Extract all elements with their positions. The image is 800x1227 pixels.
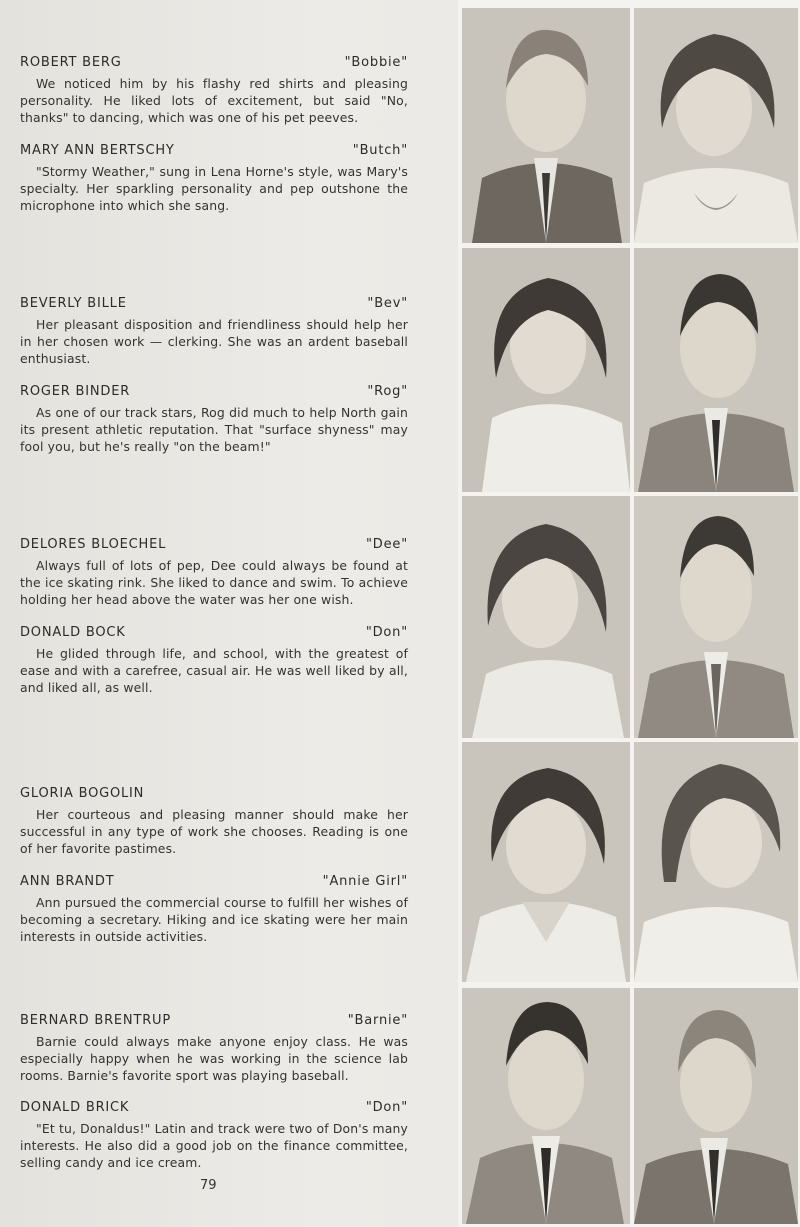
student-description: We noticed him by his flashy red shirts and pleasing personality. He liked lots of excitement, but said "No, thanks" to dancing, which was one of his pet peeves.: [20, 76, 408, 125]
student-entry: [20, 786, 408, 857]
student-nickname: "Annie Girl": [322, 874, 408, 889]
text-column: [20, 0, 408, 1227]
student-entry: [20, 625, 408, 696]
student-nickname: "Rog": [367, 384, 408, 399]
portrait-photo-bernard-brentrup: [462, 988, 630, 1224]
entry-header: [20, 625, 408, 640]
portrait-photo-roger-binder: [634, 248, 798, 492]
entry-header: [20, 1100, 408, 1115]
male-portrait-icon: [634, 988, 798, 1224]
female-portrait-icon: [462, 742, 630, 982]
female-portrait-icon: [634, 742, 798, 982]
portrait-photo-ann-brandt: [634, 742, 798, 982]
student-nickname: "Don": [365, 625, 408, 640]
student-entry: [20, 1100, 408, 1171]
entry-header: [20, 786, 408, 801]
entry-header: [20, 55, 408, 70]
portrait-photo-donald-brick: [634, 988, 798, 1224]
student-description: "Stormy Weather," sung in Lena Horne's style, was Mary's specialty. Her sparkling personality and pep outshone the microphone into which she sang.: [20, 164, 408, 213]
portrait-photo-beverly-bille: [462, 248, 630, 492]
student-description: Her pleasant disposition and friendliness should help her in her chosen work — clerking. She was an ardent baseball enthusiast.: [20, 317, 408, 366]
student-description: Her courteous and pleasing manner should make her successful in any type of work she chooses. Reading is one of her favorite pastimes.: [20, 807, 408, 856]
student-name: BEVERLY BILLE: [20, 296, 127, 311]
student-description: Always full of lots of pep, Dee could always be found at the ice skating rink. She liked to dance and swim. To achieve holding her head above the water was her one wish.: [20, 558, 408, 607]
female-portrait-icon: [462, 248, 630, 492]
student-entry: [20, 384, 408, 455]
student-entry: [20, 874, 408, 945]
male-portrait-icon: [634, 248, 798, 492]
female-portrait-icon: [634, 8, 798, 243]
portrait-photo-delores-bloechel: [462, 496, 630, 738]
portrait-photo-robert-berg: [462, 8, 630, 243]
student-name: DONALD BRICK: [20, 1100, 130, 1115]
student-entry: [20, 537, 408, 608]
student-name: MARY ANN BERTSCHY: [20, 143, 175, 158]
student-nickname: "Bev": [367, 296, 408, 311]
student-name: GLORIA BOGOLIN: [20, 786, 145, 801]
student-description: Barnie could always make anyone enjoy class. He was especially happy when he was working in the science lab rooms. Barnie's favorite sport was playing baseball.: [20, 1034, 408, 1083]
student-nickname: "Dee": [366, 537, 408, 552]
entry-header: [20, 874, 408, 889]
student-nickname: "Barnie": [347, 1013, 408, 1028]
student-nickname: "Butch": [352, 143, 408, 158]
page-number: 79: [200, 1178, 217, 1193]
student-name: ROGER BINDER: [20, 384, 131, 399]
entry-header: [20, 384, 408, 399]
entry-header: [20, 296, 408, 311]
student-description: Ann pursued the commercial course to fulfill her wishes of becoming a secretary. Hiking and ice skating were her main interests in outside activities.: [20, 895, 408, 944]
student-entry: [20, 1013, 408, 1084]
student-entry: [20, 143, 408, 214]
student-description: As one of our track stars, Rog did much to help North gain its present athletic reputation. That "surface shyness" may fool you, but he's really "on the beam!": [20, 405, 408, 454]
student-name: BERNARD BRENTRUP: [20, 1013, 171, 1028]
student-name: ROBERT BERG: [20, 55, 122, 70]
female-portrait-icon: [462, 496, 630, 738]
entry-header: [20, 1013, 408, 1028]
male-portrait-icon: [462, 8, 630, 243]
photo-column: [458, 0, 800, 1227]
portrait-photo-donald-bock: [634, 496, 798, 738]
entry-header: [20, 143, 408, 158]
male-portrait-icon: [634, 496, 798, 738]
student-description: "Et tu, Donaldus!" Latin and track were two of Don's many interests. He also did a good job on the finance committee, selling candy and ice cream.: [20, 1121, 408, 1170]
student-name: DONALD BOCK: [20, 625, 126, 640]
student-name: ANN BRANDT: [20, 874, 115, 889]
student-entry: [20, 55, 408, 126]
student-nickname: "Bobbie": [344, 55, 408, 70]
student-description: He glided through life, and school, with the greatest of ease and with a carefree, casual air. He was well liked by all, and liked all, as well.: [20, 646, 408, 695]
student-nickname: "Don": [365, 1100, 408, 1115]
student-entry: [20, 296, 408, 367]
portrait-photo-gloria-bogolin: [462, 742, 630, 982]
male-portrait-icon: [462, 988, 630, 1224]
entry-header: [20, 537, 408, 552]
portrait-photo-mary-ann-bertschy: [634, 8, 798, 243]
student-name: DELORES BLOECHEL: [20, 537, 167, 552]
